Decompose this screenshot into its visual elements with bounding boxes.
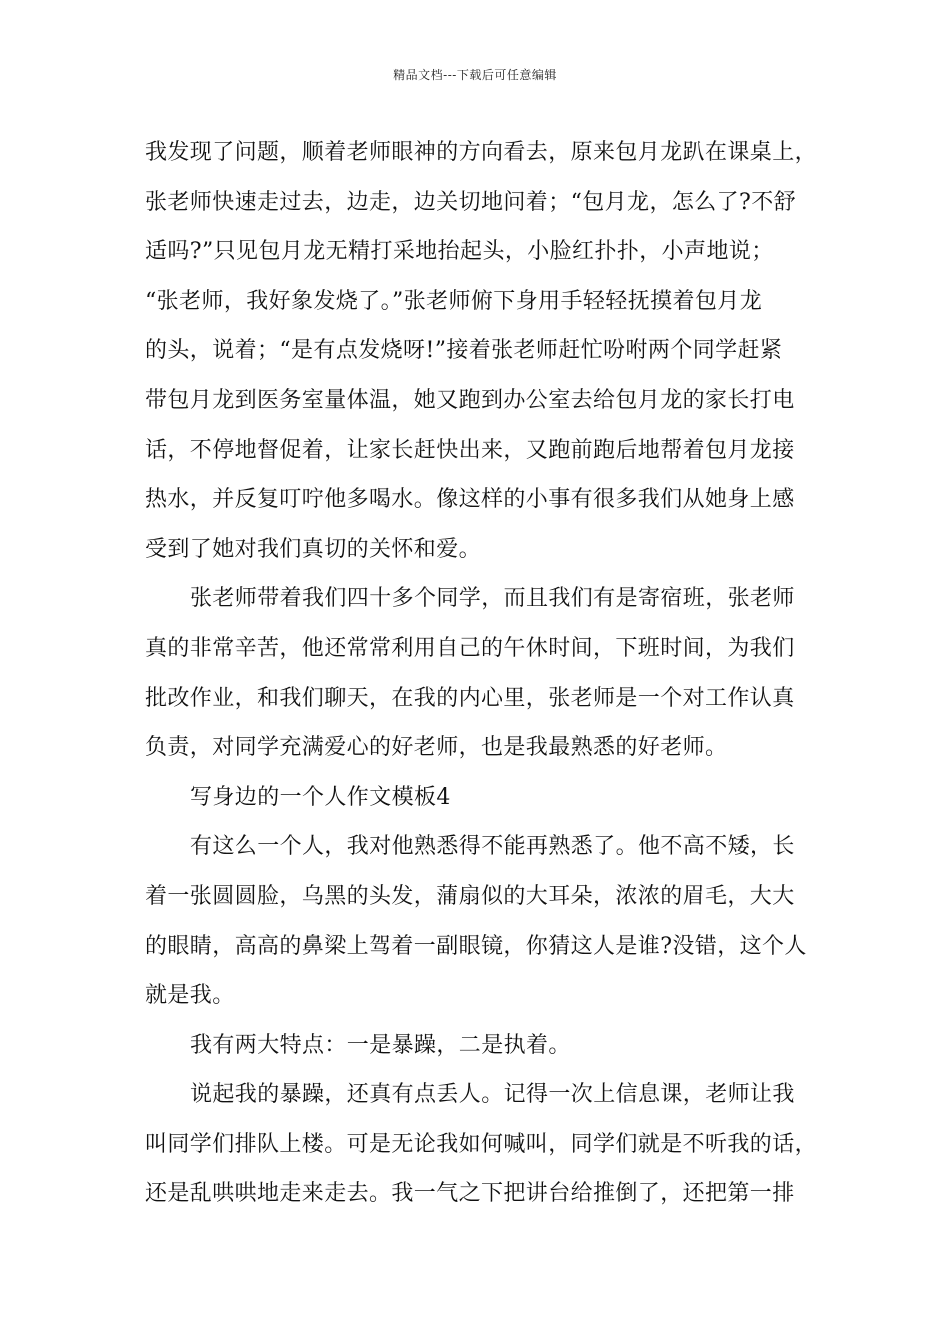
- text-line: 我发现了问题，顺着老师眼神的方向看去，原来包月龙趴在课桌上，: [145, 140, 818, 165]
- text-line: 受到了她对我们真切的关怀和爱。: [145, 536, 482, 562]
- text-line: 张老师快速走过去，边走，边关切地问着；“包月龙，怎么了?不舒: [145, 189, 797, 215]
- text-line: 就是我。: [145, 983, 235, 1009]
- text-line: 着一张圆圆脸，乌黑的头发，蒲扇似的大耳朵，浓浓的眉毛，大大: [145, 883, 795, 909]
- text-line: “张老师，我好象发烧了。”张老师俯下身用手轻轻抚摸着包月龙: [145, 288, 763, 314]
- text-line: 叫同学们排队上楼。可是无论我如何喊叫，同学们就是不听我的话，: [145, 1131, 818, 1157]
- paragraph-start-line: 我有两大特点：一是暴躁，二是执着。: [190, 1032, 571, 1058]
- text-line: 话，不停地督促着，让家长赶快出来，又跑前跑后地帮着包月龙接: [145, 437, 795, 463]
- text-line: 适吗?”只见包月龙无精打采地抬起头，小脸红扑扑，小声地说；: [145, 239, 774, 265]
- document-body: [145, 128, 817, 1219]
- paragraph-start-line: 说起我的暴躁，还真有点丢人。记得一次上信息课，老师让我: [190, 1082, 795, 1108]
- text-line: 负责，对同学充满爱心的好老师，也是我最熟悉的好老师。: [145, 735, 728, 761]
- text-line: 带包月龙到医务室量体温，她又跑到办公室去给包月龙的家长打电: [145, 387, 795, 413]
- text-line: 批改作业，和我们聊天，在我的内心里，张老师是一个对工作认真: [145, 685, 795, 711]
- text-line: 的眼睛，高高的鼻梁上驾着一副眼镜，你猜这人是谁?没错，这个人: [145, 933, 807, 959]
- paragraph-start-line: 有这么一个人，我对他熟悉得不能再熟悉了。他不高不矮，长: [190, 834, 795, 860]
- text-line: 热水，并反复叮咛他多喝水。像这样的小事有很多我们从她身上感: [145, 487, 795, 513]
- text-line: 的头，说着；“是有点发烧呀!”接着张老师赶忙吩咐两个同学赶紧: [145, 338, 783, 364]
- page-header: 精品文档---下载后可任意编辑: [393, 68, 557, 82]
- section-heading: 写身边的一个人作文模板4: [190, 784, 451, 810]
- text-line: 真的非常辛苦，他还常常利用自己的午休时间，下班时间，为我们: [145, 635, 795, 661]
- text-line: 还是乱哄哄地走来走去。我一气之下把讲台给推倒了，还把第一排: [145, 1181, 795, 1207]
- paragraph-start-line: 张老师带着我们四十多个同学，而且我们有是寄宿班，张老师: [190, 586, 795, 612]
